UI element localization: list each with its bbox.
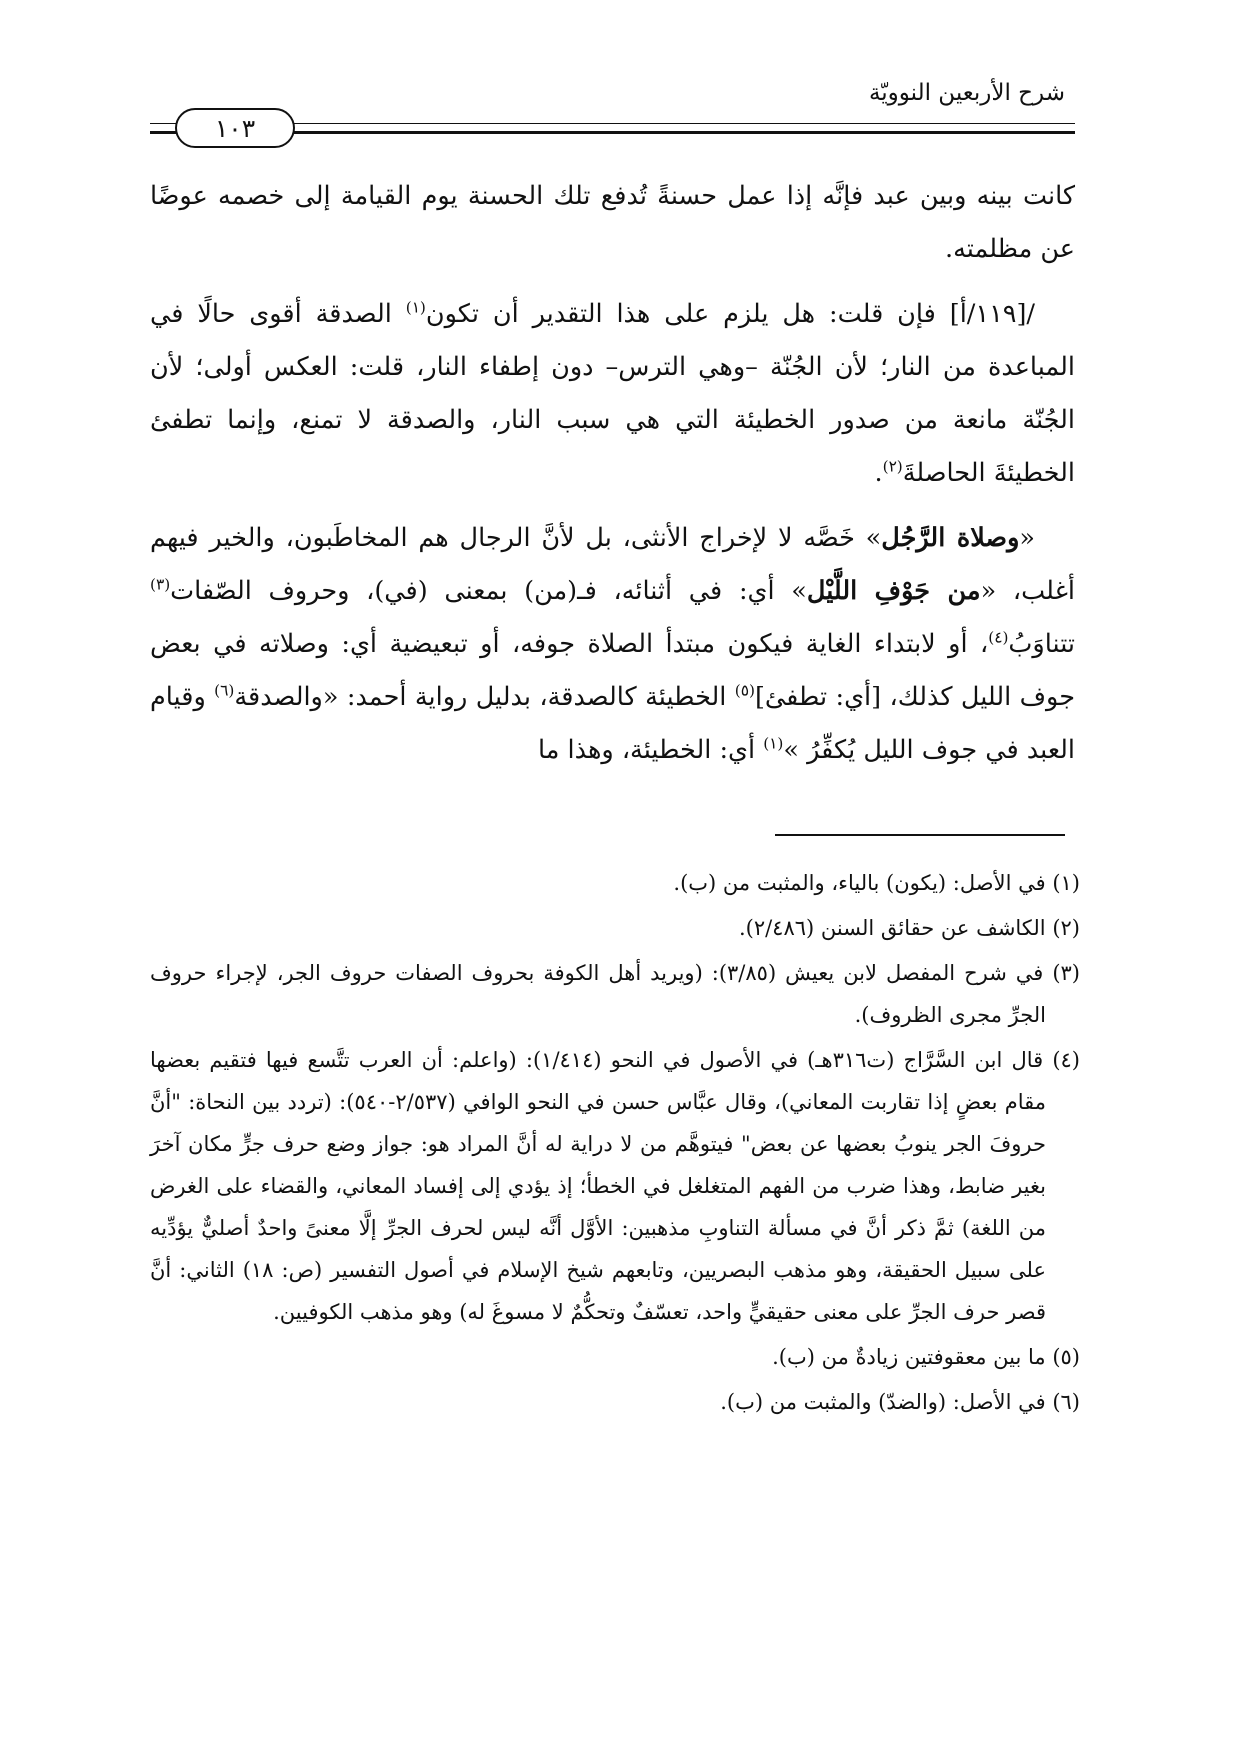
paragraph-2-end: .	[874, 458, 883, 488]
footnote-2: (٢) الكاشف عن حقائق السنن (٢/٤٨٦).	[738, 916, 1080, 940]
paragraph-3-text-g: وقيام العبد في جوف الليل يُكفِّرُ »	[150, 682, 1075, 765]
hadith-phrase-1: وصلاة الرَّجُل	[881, 523, 1020, 553]
quote-open-1: «	[1019, 523, 1035, 553]
footnote-ref-2: (٢)	[882, 457, 903, 476]
footnote-5: (٥) ما بين معقوفتين زيادةٌ من (ب).	[772, 1345, 1080, 1369]
paragraph-2	[150, 288, 1075, 500]
paragraph-3-text-c: » أي: في أثنائه، فـ(من) بمعنى (في)، وحروف الصّفات	[170, 576, 807, 606]
paragraph-1: كانت بينه وبين عبد فإنَّه إذا عمل حسنةً تُدفع تلك الحسنة يوم القيامة إلى خصمه عوضًا عن مظلمته.	[150, 181, 1075, 264]
footnote-ref-5: (٥)	[734, 681, 755, 700]
paragraph-3-text-e: ، أو لابتداء الغاية فيكون مبتدأ الصلاة جوفه، أو تبعيضية أي: وصلاته في بعض جوف الليل كذلك، [أي: تطفئ]	[150, 629, 1075, 712]
footnote-ref-6: (٦)	[214, 681, 235, 700]
paragraph-3-text-f: الخطيئة كالصدقة، بدليل رواية أحمد: «والصدقة	[234, 682, 735, 712]
footnote-6: (٦) في الأصل: (والضدّ) والمثبت من (ب).	[720, 1390, 1080, 1414]
paragraph-3-text-h: أي: الخطيئة، وهذا ما	[537, 735, 764, 765]
running-header-title: شرح الأربعين النوويّة	[868, 80, 1065, 106]
footnote-separator	[775, 834, 1065, 836]
page-number: ١٠٣	[214, 114, 256, 143]
footnote-ref-3: (٣)	[150, 575, 171, 594]
paragraph-2-text-a: /[١١٩/أ] فإن قلت: هل يلزم على هذا التقدير أن تكون	[425, 299, 1036, 329]
footnote-4: (٤) قال ابن السَّرَّاج (ت٣١٦هـ) في الأصول في النحو (١/٤١٤): (واعلم: أن العرب تتَّسع فيها فتقيم بعضها مقام بعضٍ إذا تقاربت المعاني)، وقال عبَّاس حسن في النحو الوافي (٢/٥٣٧-٥٤٠): (تردد بين النحاة: "أنَّ حروفَ الجر ينوبُ بعضها عن بعض" فيتوهَّم من لا دراية له أنَّ المراد هو: جواز وضع حرف جرٍّ مكان آخرَ بغير ضابط، وهذا ضرب من الفهم المتغلغل في الخطأ؛ إذ يؤدي إلى إفساد المعاني، والقضاء على الغرض من اللغة) ثمَّ ذكر أنَّ في مسألة التناوبِ مذهبين: الأوَّل أنَّه ليس لحرف الجرِّ إلَّا معنىً واحدٌ أصليٌّ يؤدِّيه على سبيل الحقيقة، وهو مذهب البصريين، وتابعهم شيخ الإسلام في أصول التفسير (ص: ١٨) الثاني: أنَّ قصر حرف الجرِّ على معنى حقيقيٍّ واحد، تعسّفٌ وتحكُّمٌ لا مسوغَ له) وهو مذهب الكوفيين.	[150, 1048, 1080, 1324]
footnote-3: (٣) في شرح المفصل لابن يعيش (٣/٨٥): (ويريد أهل الكوفة بحروف الصفات حروف الجر، لإجراء حروف الجرِّ مجرى الظروف).	[150, 961, 1080, 1027]
paragraph-3-text-b: » خَصَّه لا لإخراج الأنثى، بل لأنَّ الرجال هم المخاطَبون، والخير فيهم أغلب، «	[150, 523, 1076, 606]
hadith-phrase-2: من جَوْفِ اللَّيْل	[806, 576, 981, 606]
footnote-ref-7: (١)	[763, 734, 784, 753]
main-text	[150, 170, 1075, 789]
paragraph-3	[150, 512, 1075, 777]
footnote-ref-4: (٤)	[988, 628, 1009, 647]
footnotes	[150, 862, 1080, 1426]
footnote-1: (١) في الأصل: (يكون) بالياء، والمثبت من (ب).	[673, 871, 1080, 895]
footnote-ref-1: (١)	[405, 298, 426, 317]
paragraph-3-text-d: تتناوَبُ	[1008, 629, 1075, 659]
paragraph-2-text-b: الصدقة أقوى حالًا في المباعدة من النار؛ لأن الجُنّة –وهي الترس– دون إطفاء النار، قلت: العكس أولى؛ لأن الجُنّة مانعة من صدور الخطيئة التي هي سبب النار، والصدقة لا تمنع، وإنما تطفئ الخطيئةَ الحاصلةَ	[150, 299, 1075, 488]
